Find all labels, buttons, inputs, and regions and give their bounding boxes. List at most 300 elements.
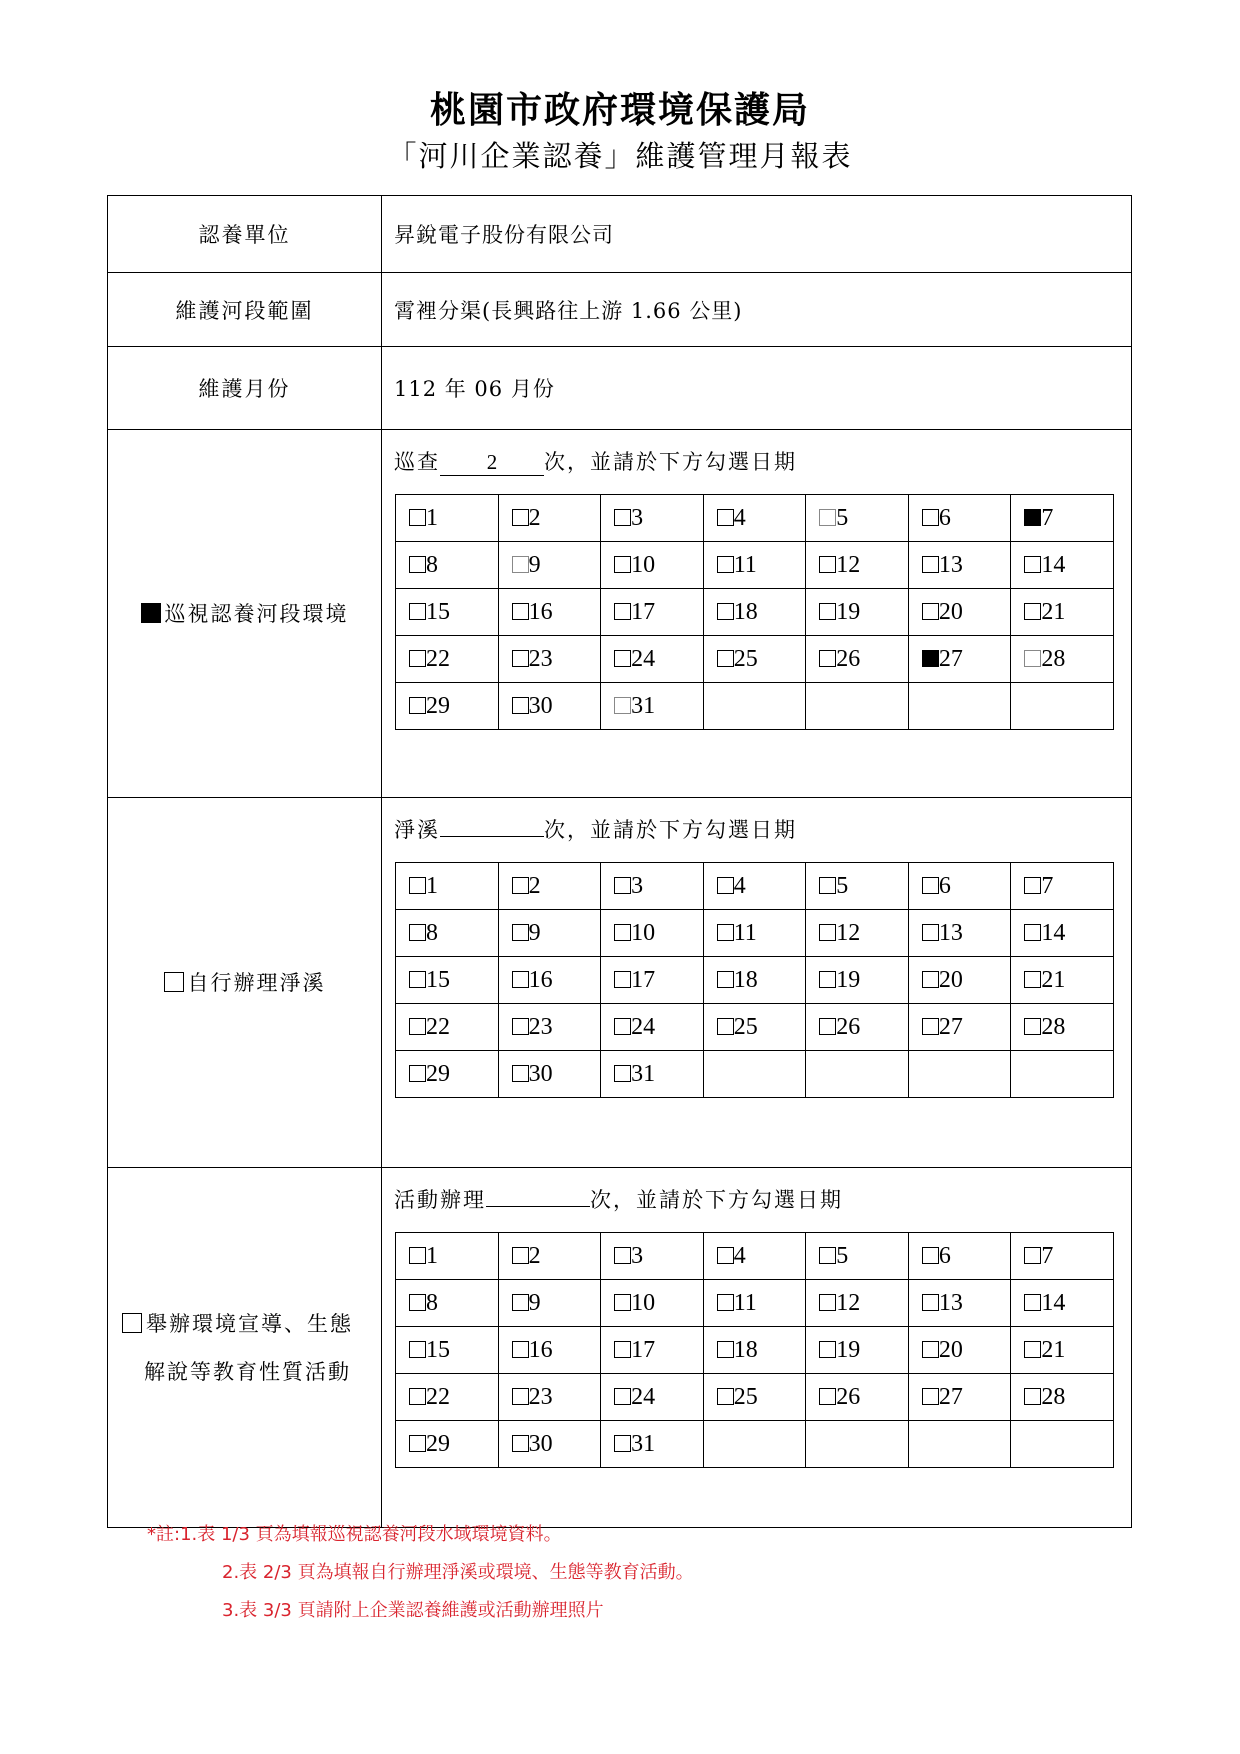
day-checkbox[interactable] (614, 1294, 631, 1311)
day-number: 17 (631, 966, 656, 993)
day-checkbox[interactable] (614, 1247, 631, 1264)
day-cell-3[interactable] (601, 495, 704, 542)
day-number: 22 (426, 1383, 450, 1410)
day-number: 15 (426, 966, 450, 993)
day-number: 1 (426, 1242, 438, 1269)
day-checkbox[interactable] (409, 1435, 426, 1452)
day-cell-25[interactable] (703, 1004, 806, 1051)
cleanup-count-field[interactable] (440, 836, 544, 837)
day-checkbox[interactable] (512, 1247, 529, 1264)
day-cell-16[interactable] (498, 957, 601, 1004)
day-number: 26 (836, 1383, 861, 1410)
day-number: 22 (426, 1013, 450, 1040)
section-education-checkbox[interactable] (122, 1313, 142, 1333)
day-number: 23 (528, 645, 553, 672)
day-cell-8[interactable] (396, 910, 499, 957)
day-cell-4[interactable] (703, 495, 806, 542)
day-cell-3[interactable] (601, 863, 704, 910)
day-checkbox[interactable] (614, 650, 631, 667)
day-checkbox[interactable] (922, 877, 939, 894)
day-checkbox[interactable] (614, 697, 631, 714)
empty-cell (806, 1421, 909, 1468)
day-cell-9[interactable] (498, 1280, 601, 1327)
day-number: 30 (528, 692, 553, 719)
day-number: 3 (631, 504, 644, 531)
day-number: 25 (733, 1383, 758, 1410)
day-cell-16[interactable] (498, 589, 601, 636)
day-number: 9 (528, 1289, 541, 1316)
day-checkbox[interactable] (1024, 1018, 1041, 1035)
day-number: 1 (426, 872, 438, 899)
day-checkbox[interactable] (409, 1247, 426, 1264)
empty-cell (908, 1051, 1011, 1098)
patrol-count-field[interactable]: 2 (440, 450, 544, 476)
day-cell-18[interactable] (703, 589, 806, 636)
day-checkbox[interactable] (512, 697, 529, 714)
day-cell-24[interactable] (601, 1004, 704, 1051)
day-number: 17 (631, 598, 656, 625)
section-cleanup-label-text: 自行辦理淨溪 (108, 959, 381, 1007)
day-checkbox[interactable] (717, 556, 734, 573)
day-checkbox[interactable] (512, 603, 529, 620)
day-number: 2 (528, 872, 541, 899)
day-number: 12 (836, 551, 861, 578)
day-number: 12 (836, 919, 861, 946)
day-cell-25[interactable] (703, 1374, 806, 1421)
day-checkbox[interactable] (409, 556, 426, 573)
day-checkbox[interactable] (819, 1294, 836, 1311)
day-checkbox[interactable] (922, 1341, 939, 1358)
day-cell-17[interactable] (601, 589, 704, 636)
day-checkbox[interactable] (614, 1435, 631, 1452)
day-cell-21[interactable] (1011, 589, 1114, 636)
day-number: 28 (1041, 1383, 1066, 1410)
date-grid-row (396, 589, 1114, 636)
day-cell-3[interactable] (601, 1233, 704, 1280)
day-number: 11 (733, 1289, 757, 1316)
day-number: 31 (631, 692, 656, 719)
day-checkbox[interactable] (717, 603, 734, 620)
day-cell-19[interactable] (806, 957, 909, 1004)
day-cell-7[interactable] (1011, 1233, 1114, 1280)
day-cell-19[interactable] (806, 1327, 909, 1374)
day-cell-14[interactable] (1011, 542, 1114, 589)
day-number: 27 (938, 1013, 963, 1040)
day-cell-29[interactable] (396, 1421, 499, 1468)
day-checkbox[interactable] (409, 697, 426, 714)
day-checkbox[interactable] (819, 1018, 836, 1035)
date-grid-row (396, 495, 1114, 542)
day-cell-13[interactable] (908, 542, 1011, 589)
day-cell-27[interactable] (908, 1004, 1011, 1051)
empty-cell (1011, 1051, 1114, 1098)
date-grid-row (396, 957, 1114, 1004)
day-checkbox[interactable] (819, 924, 836, 941)
day-number: 2 (528, 1242, 541, 1269)
date-grid-row (396, 1051, 1114, 1098)
day-checkbox[interactable] (1024, 1247, 1041, 1264)
day-number: 15 (426, 1336, 450, 1363)
unit-label: 認養單位 (108, 196, 382, 273)
day-checkbox[interactable] (614, 556, 631, 573)
day-checkbox[interactable] (409, 1388, 426, 1405)
day-cell-25[interactable] (703, 636, 806, 683)
day-number: 20 (938, 1336, 963, 1363)
day-checkbox[interactable] (1024, 1388, 1041, 1405)
day-checkbox[interactable] (922, 603, 939, 620)
day-cell-11[interactable] (703, 910, 806, 957)
day-number: 20 (938, 966, 963, 993)
day-number: 26 (836, 645, 861, 672)
day-cell-22[interactable] (396, 1004, 499, 1051)
day-number: 31 (631, 1430, 656, 1457)
day-number: 4 (733, 1242, 746, 1269)
day-number: 7 (1041, 872, 1054, 899)
day-number: 28 (1041, 645, 1066, 672)
section-education-label (108, 1168, 382, 1528)
day-checkbox[interactable] (409, 650, 426, 667)
day-checkbox[interactable] (717, 1388, 734, 1405)
day-number: 22 (426, 645, 450, 672)
day-number: 24 (631, 1383, 656, 1410)
day-cell-11[interactable] (703, 542, 806, 589)
day-cell-6[interactable] (908, 1233, 1011, 1280)
day-cell-30[interactable] (498, 683, 601, 730)
day-cell-13[interactable] (908, 910, 1011, 957)
day-cell-15[interactable] (396, 589, 499, 636)
day-number: 1 (426, 504, 438, 531)
document-title: 桃園市政府環境保護局 (429, 89, 810, 131)
day-checkbox[interactable] (819, 971, 836, 988)
day-cell-20[interactable] (908, 957, 1011, 1004)
day-cell-18[interactable] (703, 1327, 806, 1374)
day-cell-12[interactable] (806, 1280, 909, 1327)
empty-cell (1011, 683, 1114, 730)
day-checkbox[interactable] (512, 1065, 529, 1082)
day-checkbox[interactable] (819, 877, 836, 894)
day-number: 8 (426, 1289, 438, 1316)
day-number: 28 (1041, 1013, 1066, 1040)
day-checkbox[interactable] (922, 556, 939, 573)
cleanup-count-line: 淨溪 次，並請於下方勾選日期 (394, 818, 797, 842)
day-checkbox[interactable] (409, 1065, 426, 1082)
day-cell-1[interactable] (396, 1233, 499, 1280)
day-checkbox[interactable] (409, 1341, 426, 1358)
day-cell-30[interactable] (498, 1051, 601, 1098)
day-cell-23[interactable] (498, 636, 601, 683)
empty-cell (806, 683, 909, 730)
day-cell-28[interactable] (1011, 636, 1114, 683)
day-cell-10[interactable] (601, 910, 704, 957)
day-cell-1[interactable] (396, 863, 499, 910)
section-patrol-label-text: 巡視認養河段環境 (108, 590, 381, 638)
day-checkbox[interactable] (717, 650, 734, 667)
day-number: 4 (733, 504, 746, 531)
day-cell-10[interactable] (601, 1280, 704, 1327)
day-cell-15[interactable] (396, 957, 499, 1004)
day-cell-24[interactable] (601, 1374, 704, 1421)
day-checkbox[interactable] (409, 1018, 426, 1035)
day-checkbox[interactable] (614, 1388, 631, 1405)
day-checkbox[interactable] (614, 877, 631, 894)
day-number: 10 (631, 551, 656, 578)
day-checkbox[interactable] (819, 1247, 836, 1264)
day-cell-6[interactable] (908, 863, 1011, 910)
day-checkbox[interactable] (717, 1247, 734, 1264)
day-cell-4[interactable] (703, 863, 806, 910)
day-checkbox[interactable] (409, 1294, 426, 1311)
day-cell-1[interactable] (396, 495, 499, 542)
day-cell-21[interactable] (1011, 1327, 1114, 1374)
day-cell-4[interactable] (703, 1233, 806, 1280)
day-cell-2[interactable] (498, 1233, 601, 1280)
day-checkbox[interactable] (512, 650, 529, 667)
day-checkbox[interactable] (922, 1294, 939, 1311)
day-checkbox[interactable] (409, 603, 426, 620)
day-cell-26[interactable] (806, 1374, 909, 1421)
date-grid-row (396, 1233, 1114, 1280)
empty-cell (1011, 1421, 1114, 1468)
day-cell-11[interactable] (703, 1280, 806, 1327)
empty-cell (703, 1421, 806, 1468)
day-checkbox[interactable] (717, 1018, 734, 1035)
day-checkbox[interactable] (1024, 603, 1041, 620)
day-number: 27 (938, 1383, 963, 1410)
day-checkbox[interactable] (614, 971, 631, 988)
day-number: 24 (631, 645, 656, 672)
day-checkbox[interactable] (512, 1018, 529, 1035)
day-cell-16[interactable] (498, 1327, 601, 1374)
day-number: 23 (528, 1383, 553, 1410)
day-number: 13 (938, 551, 963, 578)
day-cell-14[interactable] (1011, 1280, 1114, 1327)
day-number: 16 (528, 1336, 553, 1363)
day-checkbox[interactable] (922, 971, 939, 988)
day-checkbox[interactable] (717, 924, 734, 941)
day-checkbox[interactable] (717, 877, 734, 894)
day-cell-27[interactable] (908, 1374, 1011, 1421)
day-checkbox[interactable] (819, 556, 836, 573)
day-checkbox[interactable] (1024, 924, 1041, 941)
day-number: 18 (733, 598, 758, 625)
day-cell-29[interactable] (396, 683, 499, 730)
day-cell-26[interactable] (806, 636, 909, 683)
day-cell-7[interactable] (1011, 863, 1114, 910)
day-number: 6 (938, 1242, 951, 1269)
date-grid-row (396, 542, 1114, 589)
education-date-grid (395, 1232, 1114, 1468)
day-number: 17 (631, 1336, 656, 1363)
day-checkbox[interactable] (922, 924, 939, 941)
date-grid-row (396, 910, 1114, 957)
day-checkbox[interactable] (819, 509, 836, 526)
day-checkbox[interactable] (614, 509, 631, 526)
day-checkbox[interactable] (409, 877, 426, 894)
day-number: 5 (836, 504, 849, 531)
day-cell-2[interactable] (498, 495, 601, 542)
section-education-label-text: 舉辦環境宣導、生態 解說等教育性質活動 (108, 1300, 381, 1396)
day-number: 16 (528, 966, 553, 993)
education-count-field[interactable] (486, 1206, 590, 1207)
day-number: 21 (1041, 966, 1066, 993)
day-checkbox[interactable] (512, 1341, 529, 1358)
day-cell-17[interactable] (601, 1327, 704, 1374)
day-cell-5[interactable] (806, 1233, 909, 1280)
day-cell-28[interactable] (1011, 1374, 1114, 1421)
day-number: 11 (733, 551, 757, 578)
day-checkbox[interactable] (512, 971, 529, 988)
day-cell-5[interactable] (806, 863, 909, 910)
day-number: 5 (836, 1242, 849, 1269)
day-cell-8[interactable] (396, 1280, 499, 1327)
day-cell-12[interactable] (806, 910, 909, 957)
day-checkbox[interactable] (1024, 1294, 1041, 1311)
day-cell-7[interactable] (1011, 495, 1114, 542)
day-cell-27[interactable] (908, 636, 1011, 683)
row-range (108, 273, 1132, 347)
patrol-date-grid (395, 494, 1114, 730)
day-checkbox[interactable] (512, 924, 529, 941)
day-cell-9[interactable] (498, 910, 601, 957)
day-checkbox[interactable] (409, 971, 426, 988)
day-checkbox[interactable] (717, 1294, 734, 1311)
day-checkbox[interactable] (512, 1388, 529, 1405)
day-checkbox[interactable] (922, 1018, 939, 1035)
note-2: 2.表 2/3 頁為填報自行辦理淨溪或環境、生態等教育活動。 (222, 1562, 694, 1583)
section-patrol-label (108, 430, 382, 798)
section-cleanup-label (108, 798, 382, 1168)
day-checkbox[interactable] (1024, 509, 1041, 526)
day-checkbox[interactable] (614, 1341, 631, 1358)
day-number: 8 (426, 551, 438, 578)
day-checkbox[interactable] (614, 1018, 631, 1035)
day-number: 14 (1041, 1289, 1066, 1316)
day-checkbox[interactable] (1024, 1341, 1041, 1358)
month-value[interactable]: 112 年 06 月份 (382, 347, 1132, 430)
day-checkbox[interactable] (819, 603, 836, 620)
day-cell-10[interactable] (601, 542, 704, 589)
day-checkbox[interactable] (922, 1247, 939, 1264)
section-cleanup-checkbox[interactable] (164, 972, 184, 992)
day-checkbox[interactable] (409, 509, 426, 526)
day-cell-31[interactable] (601, 683, 704, 730)
day-number: 12 (836, 1289, 861, 1316)
day-checkbox[interactable] (614, 1065, 631, 1082)
day-checkbox[interactable] (409, 924, 426, 941)
day-cell-24[interactable] (601, 636, 704, 683)
day-number: 3 (631, 872, 644, 899)
day-cell-19[interactable] (806, 589, 909, 636)
day-checkbox[interactable] (1024, 971, 1041, 988)
day-number: 31 (631, 1060, 656, 1087)
day-cell-23[interactable] (498, 1004, 601, 1051)
day-checkbox[interactable] (1024, 650, 1041, 667)
day-cell-15[interactable] (396, 1327, 499, 1374)
day-checkbox[interactable] (717, 509, 734, 526)
cleanup-date-grid (395, 862, 1114, 1098)
section-education-content (382, 1168, 1132, 1528)
day-cell-5[interactable] (806, 495, 909, 542)
day-cell-22[interactable] (396, 636, 499, 683)
day-cell-13[interactable] (908, 1280, 1011, 1327)
day-cell-22[interactable] (396, 1374, 499, 1421)
day-checkbox[interactable] (512, 877, 529, 894)
day-number: 15 (426, 598, 450, 625)
day-cell-6[interactable] (908, 495, 1011, 542)
day-checkbox[interactable] (922, 650, 939, 667)
day-checkbox[interactable] (717, 971, 734, 988)
day-cell-9[interactable] (498, 542, 601, 589)
day-number: 29 (426, 1060, 450, 1087)
day-cell-18[interactable] (703, 957, 806, 1004)
day-number: 29 (426, 1430, 450, 1457)
day-number: 19 (836, 966, 861, 993)
day-number: 24 (631, 1013, 656, 1040)
day-checkbox[interactable] (512, 1435, 529, 1452)
day-number: 10 (631, 1289, 656, 1316)
day-number: 5 (836, 872, 849, 899)
day-checkbox[interactable] (1024, 556, 1041, 573)
day-number: 19 (836, 1336, 861, 1363)
day-checkbox[interactable] (819, 1388, 836, 1405)
day-cell-20[interactable] (908, 589, 1011, 636)
day-cell-17[interactable] (601, 957, 704, 1004)
day-checkbox[interactable] (512, 1294, 529, 1311)
day-checkbox[interactable] (922, 1388, 939, 1405)
report-table (107, 195, 1132, 1528)
day-cell-26[interactable] (806, 1004, 909, 1051)
row-month (108, 347, 1132, 430)
day-cell-2[interactable] (498, 863, 601, 910)
day-number: 9 (528, 551, 541, 578)
day-checkbox[interactable] (512, 556, 529, 573)
date-grid-row (396, 1327, 1114, 1374)
patrol-count-line: 巡查 2 次，並請於下方勾選日期 (394, 450, 797, 474)
day-cell-31[interactable] (601, 1051, 704, 1098)
day-cell-31[interactable] (601, 1421, 704, 1468)
day-number: 30 (528, 1060, 553, 1087)
day-number: 6 (938, 504, 951, 531)
day-number: 30 (528, 1430, 553, 1457)
unit-value[interactable]: 昇銳電子股份有限公司 (382, 196, 1132, 273)
day-cell-8[interactable] (396, 542, 499, 589)
day-checkbox[interactable] (922, 509, 939, 526)
section-patrol-checkbox[interactable] (141, 603, 161, 623)
day-cell-20[interactable] (908, 1327, 1011, 1374)
day-checkbox[interactable] (1024, 877, 1041, 894)
section-patrol (108, 430, 1132, 798)
range-value[interactable]: 霄裡分渠(長興路往上游 1.66 公里) (382, 273, 1132, 347)
day-cell-29[interactable] (396, 1051, 499, 1098)
day-cell-21[interactable] (1011, 957, 1114, 1004)
day-number: 11 (733, 919, 757, 946)
day-checkbox[interactable] (512, 509, 529, 526)
day-number: 14 (1041, 919, 1066, 946)
day-cell-14[interactable] (1011, 910, 1114, 957)
day-checkbox[interactable] (614, 924, 631, 941)
day-number: 10 (631, 919, 656, 946)
day-cell-28[interactable] (1011, 1004, 1114, 1051)
day-checkbox[interactable] (819, 1341, 836, 1358)
day-cell-12[interactable] (806, 542, 909, 589)
day-checkbox[interactable] (717, 1341, 734, 1358)
day-cell-23[interactable] (498, 1374, 601, 1421)
day-number: 25 (733, 1013, 758, 1040)
day-checkbox[interactable] (614, 603, 631, 620)
day-checkbox[interactable] (819, 650, 836, 667)
day-cell-30[interactable] (498, 1421, 601, 1468)
empty-cell (908, 683, 1011, 730)
